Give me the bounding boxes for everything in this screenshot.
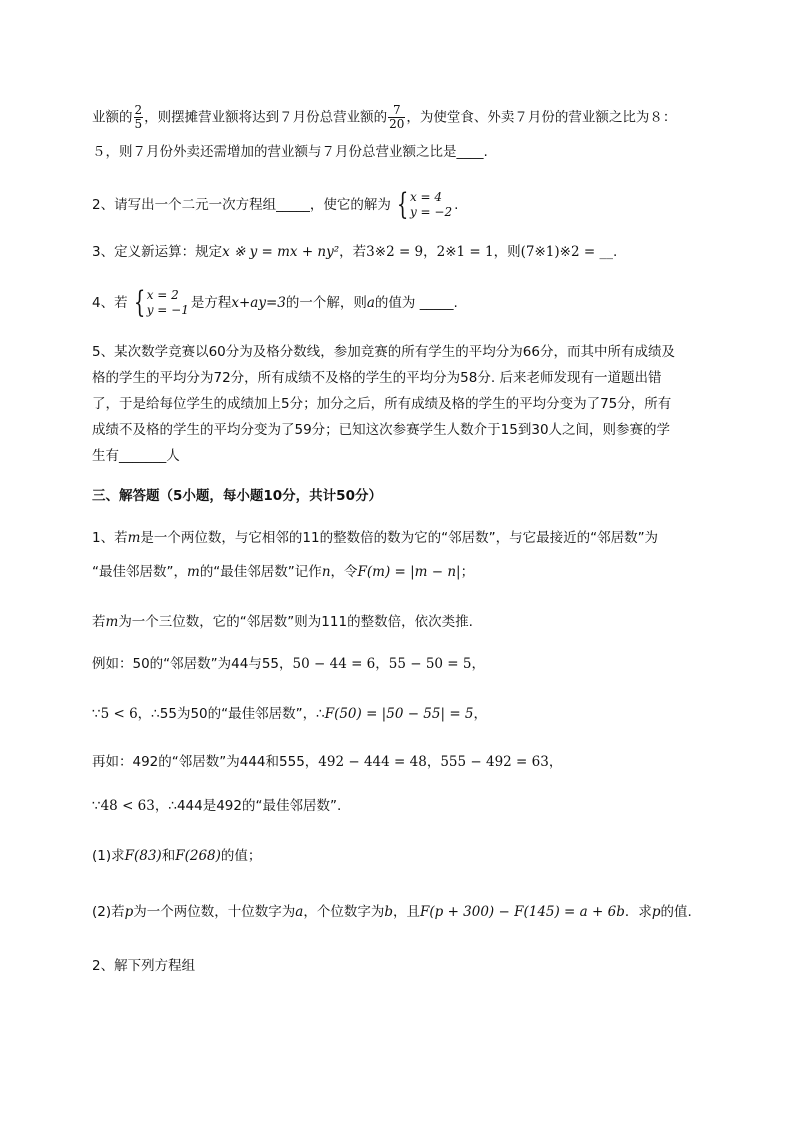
variable: m xyxy=(127,530,141,546)
text: 3、定义新运算：规定 xyxy=(92,244,223,260)
variable: a xyxy=(295,904,304,920)
text: ，且 xyxy=(393,904,420,920)
text: ．求 xyxy=(624,904,652,920)
text: 是一个两位数，与它相邻的11的整数倍的数为它的“邻居数”，与它最接近的“邻居数”为 xyxy=(140,530,659,546)
p1-line-6 xyxy=(92,752,734,772)
formula: 2※1 = 1 xyxy=(436,244,494,260)
text: ∵ xyxy=(92,706,101,722)
variable: m xyxy=(187,564,200,580)
q5-line-1: 5、某次数学竞赛以60分为及格分数线，参加竞赛的所有学生的平均分为66分，而其中所有成绩及 xyxy=(92,344,675,360)
text: ， xyxy=(548,754,563,770)
text: ，则摆摊营业额将达到７月份总营业额的 xyxy=(144,109,388,126)
text: . xyxy=(612,244,618,260)
text: 的一个解，则 xyxy=(285,295,367,311)
formula: F(50) = |50 − 55| = 5 xyxy=(324,706,474,722)
text: ∵ xyxy=(92,798,101,814)
equation: x+ay=3 xyxy=(231,295,286,311)
q2 xyxy=(92,187,734,222)
text: ， xyxy=(471,656,485,672)
text: 例如：50的“邻居数”为44与55， xyxy=(92,656,293,672)
definition-formula: x ※ y = mx + ny² xyxy=(222,244,340,260)
text: 若 xyxy=(92,614,106,630)
fraction: $\frac{7}{20}$ xyxy=(389,103,405,131)
text: 为一个三位数，它的“邻居数”则为111的整数倍，依次类推. xyxy=(118,614,473,630)
text: 为一个两位数，十位数字为 xyxy=(133,904,296,920)
text: “最佳邻居数”， xyxy=(92,564,187,580)
section-heading: 三、解答题（5小题，每小题10分，共计50分） xyxy=(92,488,382,504)
text: ，则 xyxy=(493,244,521,260)
text: ，为使堂食、外卖７月份的营业额之比为８： xyxy=(406,109,677,126)
text: 的值； xyxy=(220,848,262,864)
q4 xyxy=(92,285,734,320)
p1-subquestion-2 xyxy=(92,902,734,922)
variable: p xyxy=(124,904,134,920)
text: (2)若 xyxy=(92,904,125,920)
formula: 492 − 444 = 48 xyxy=(318,754,427,770)
p2-label: 2、解下列方程组 xyxy=(92,958,196,974)
text: ，令 xyxy=(330,564,358,580)
text: ， xyxy=(426,754,441,770)
text: 的“最佳邻居数”记作 xyxy=(199,564,322,580)
text: 业额的 xyxy=(92,109,133,126)
formula: 5 < 6 xyxy=(100,706,138,722)
text: ， xyxy=(473,706,488,722)
p1-line-3 xyxy=(92,612,734,632)
variable: n xyxy=(321,564,331,580)
text: 的值为 _____. xyxy=(374,295,458,311)
formula: F(268) xyxy=(175,848,221,864)
formula: 555 − 492 = 63 xyxy=(440,754,549,770)
q5-line-4: 成绩不及格的学生的平均分变为了59分；已知这次参赛学生人数介于15到30人之间，则参赛的学 xyxy=(92,422,671,438)
formula: (7※1)※2 = __ xyxy=(520,244,613,260)
text: ，若 xyxy=(339,244,367,260)
text: (1)求 xyxy=(92,848,125,864)
formula: F(p + 300) − F(145) = a + 6b xyxy=(420,904,625,920)
q5-line-2: 格的学生的平均分为72分，所有成绩不及格的学生的平均分为58分. 后来老师发现有一道题出错 xyxy=(92,370,662,386)
text: 2、请写出一个二元一次方程组_____，使它的解为 xyxy=(92,197,391,213)
formula: 48 < 63 xyxy=(100,798,155,814)
variable: b xyxy=(384,904,393,920)
variable: a xyxy=(366,295,375,311)
equation-system: { x = 4 y = −2 xyxy=(396,187,453,222)
text: 是方程 xyxy=(190,295,232,311)
text: 的值. xyxy=(660,904,692,920)
formula: F(83) xyxy=(124,848,162,864)
text: ， xyxy=(423,244,437,260)
text: ，∴444是492的“最佳邻居数”. xyxy=(154,798,342,814)
fraction: $\frac{2}{5}$ xyxy=(134,103,143,131)
q5-line-5: 生有_______人 xyxy=(92,448,180,464)
p1-line-4 xyxy=(92,654,734,674)
text: 4、若 xyxy=(92,295,128,311)
p1-subquestion-1 xyxy=(92,846,734,866)
q5-line-3: 了，于是给每位学生的成绩加上5分；加分之后，所有成绩及格的学生的平均分变为了75分，所有 xyxy=(92,396,672,412)
text: ，个位数字为 xyxy=(303,904,385,920)
formula: 3※2 = 9 xyxy=(366,244,424,260)
p1-line-7 xyxy=(92,796,734,816)
text: ，∴55为50的“最佳邻居数”，∴ xyxy=(137,706,325,722)
q1-line-2: ５，则７月份外卖还需增加的营业额与７月份总营业额之比是____. xyxy=(92,144,488,160)
text: ； xyxy=(460,564,475,580)
q3 xyxy=(92,242,734,262)
text: ， xyxy=(375,656,389,672)
equation-system: { x = 2 y = −1 xyxy=(133,285,189,320)
p1-line-2 xyxy=(92,562,734,582)
formula: 50 − 44 = 6 xyxy=(292,656,376,672)
q1-line-1 xyxy=(92,104,734,131)
text: . xyxy=(454,197,459,213)
text: 1、若 xyxy=(92,530,128,546)
variable: p xyxy=(651,904,661,920)
text: 和 xyxy=(161,848,176,864)
variable: m xyxy=(105,614,119,630)
p1-line-1 xyxy=(92,528,734,548)
formula: 55 − 50 = 5 xyxy=(388,656,472,672)
formula: F(m) = |m − n| xyxy=(357,564,461,580)
p1-line-5 xyxy=(92,704,734,724)
text: 再如：492的“邻居数”为444和555， xyxy=(92,754,319,770)
